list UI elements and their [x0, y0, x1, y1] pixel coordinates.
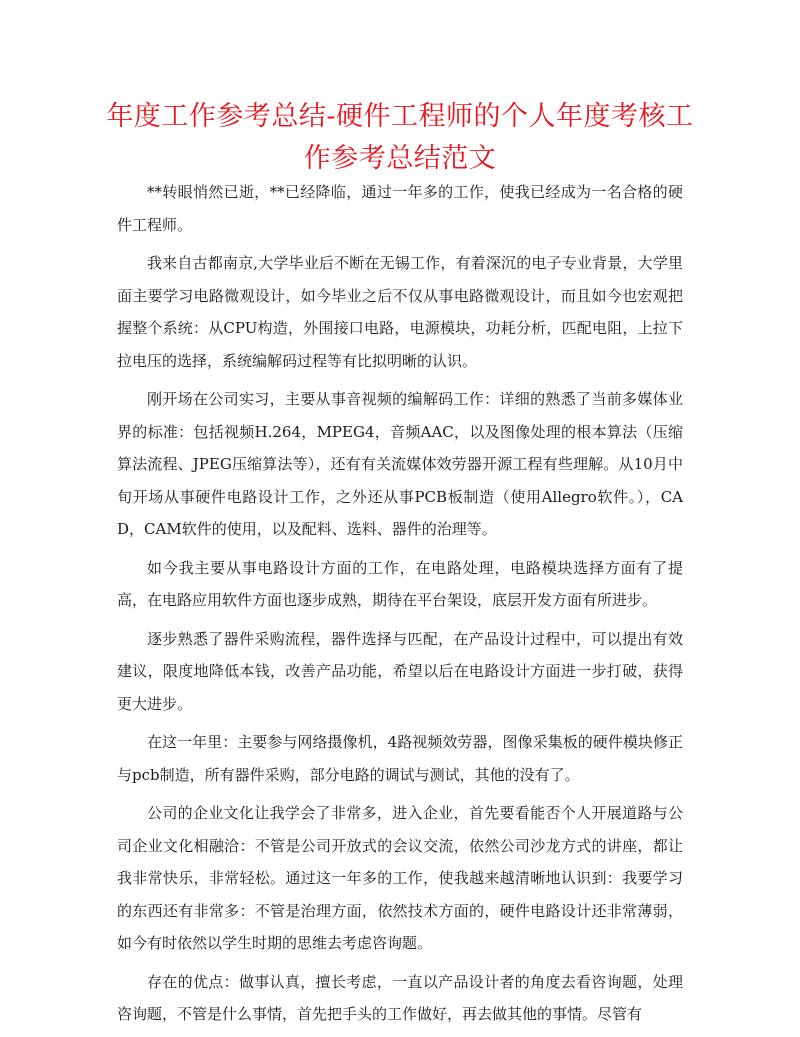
paragraph: 逐步熟悉了器件采购流程，器件选择与匹配，在产品设计过程中，可以提出有效建议，限度地降低本钱，改善产品功能，希望以后在电路设计方面进一步打破，获得更大进步。: [117, 629, 683, 713]
document-title: 年度工作参考总结-硬件工程师的个人年度考核工作参考总结范文: [106, 101, 694, 174]
paragraph: 公司的企业文化让我学会了非常多，进入企业，首先要看能否个人开展道路与公司企业文化相融洽：不管是公司开放式的会议交流，依然公司沙龙方式的讲座，都让我非常快乐，非常轻松。通过这一年多的工作，使我越来越清晰地认识到：我要学习的东西还有非常多：不管是治理方面，依然技术方面的，硬件电路设计还非常薄弱，如今有时依然以学生时期的思维去考虑咨询题。: [117, 804, 683, 952]
paragraph: 我来自古都南京,大学毕业后不断在无锡工作，有着深沉的电子专业背景，大学里面主要学习电路微观设计，如今毕业之后不仅从事电路微观设计，而且如今也宏观把握整个系统：从CPU构造，外围接口电路，电源模块，功耗分析，匹配电阻，上拉下拉电压的选择，系统编解码过程等有比拟明晰的认识。: [117, 254, 683, 370]
document-body: [117, 176, 683, 1037]
paragraph: 刚开场在公司实习，主要从事音视频的编解码工作：详细的熟悉了当前多媒体业界的标准：包括视频H.264，MPEG4，音频AAC，以及图像处理的根本算法（压缩算法流程、JPEG压缩算法等），还有有关流媒体效劳器开源工程有些理解。从10月中旬开场从事硬件电路设计工作，之外还从事PCB板制造（使用Allegro软件。），CAD，CAM软件的使用，以及配料、选料、器件的治理等。: [117, 390, 683, 538]
paragraph: **转眼悄然已逝，**已经降临，通过一年多的工作，使我已经成为一名合格的硬件工程师。: [117, 183, 683, 234]
paragraph: 存在的优点：做事认真，擅长考虑，一直以产品设计者的角度去看咨询题，处理咨询题，不管是什么事情，首先把手头的工作做好，再去做其他的事情。尽管有: [117, 972, 683, 1023]
paragraph: 在这一年里：主要参与网络摄像机，4路视频效劳器，图像采集板的硬件模块修正与pcb制造，所有器件采购，部分电路的调试与测试，其他的没有了。: [117, 733, 683, 784]
paragraph: 如今我主要从事电路设计方面的工作，在电路处理，电路模块选择方面有了提高，在电路应用软件方面也逐步成熟，期待在平台架设，底层开发方面有所进步。: [117, 558, 683, 609]
